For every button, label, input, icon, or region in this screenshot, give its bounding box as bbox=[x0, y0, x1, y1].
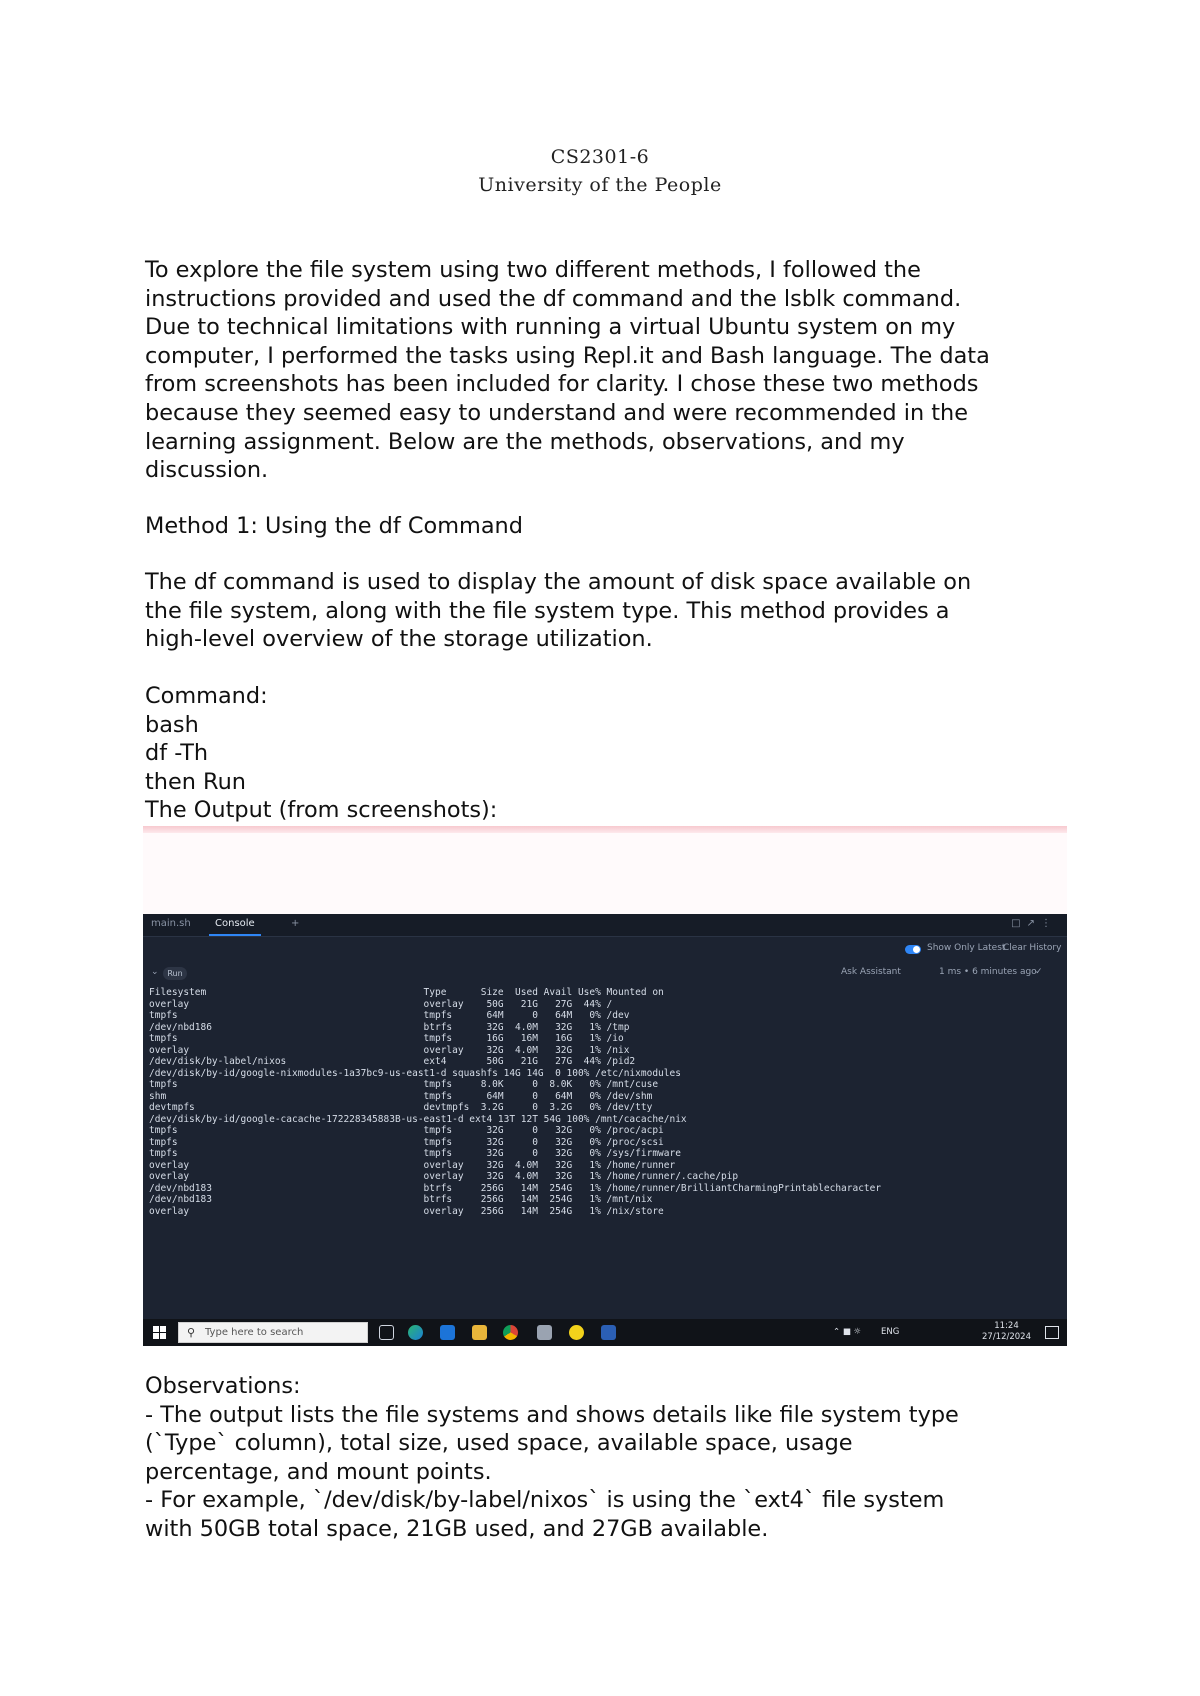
run-toolbar bbox=[143, 964, 1067, 984]
observation-line: - The output lists the file systems and shows details like file system type bbox=[145, 1401, 959, 1428]
taskbar-search-placeholder: Type here to search bbox=[205, 1327, 304, 1338]
description-line: the file system, along with the file system type. This method provides a bbox=[145, 597, 950, 624]
window-controls-icon: □↗⋮ bbox=[1011, 918, 1057, 929]
observations-section bbox=[145, 1372, 1075, 1544]
description-line: The df command is used to display the amount of disk space available on bbox=[145, 569, 972, 595]
terminal-row: tmpfs tmpfs 32G 0 32G 0% /proc/scsi bbox=[149, 1136, 664, 1148]
clock-date: 27/12/2024 bbox=[982, 1332, 1031, 1342]
terminal-row: devtmpfs devtmpfs 3.2G 0 3.2G 0% /dev/tty bbox=[149, 1102, 653, 1113]
word-icon bbox=[601, 1325, 616, 1340]
check-icon: ✓ bbox=[1035, 967, 1043, 977]
chrome-icon bbox=[503, 1325, 518, 1340]
terminal-row: tmpfs tmpfs 8.0K 0 8.0K 0% /mnt/cuse bbox=[149, 1079, 659, 1090]
command-block bbox=[145, 682, 1075, 825]
ask-assistant-label: Ask Assistant bbox=[841, 967, 901, 977]
show-latest-label: Show Only Latest bbox=[927, 943, 1006, 953]
command-text: df -Th bbox=[145, 740, 209, 767]
terminal-screenshot bbox=[143, 914, 1067, 1346]
intro-line: instructions provided and used the df command and the lsblk command. bbox=[145, 285, 962, 312]
notification-icon bbox=[1045, 1326, 1059, 1339]
terminal-row: /dev/disk/by-id/google-nixmodules-1a37bc9-us-east1-d squashfs 14G 14G 0 100% /etc/nixmodules bbox=[149, 1067, 681, 1079]
app-icon bbox=[537, 1325, 552, 1340]
terminal-row: /dev/disk/by-id/google-cacache-172228345883B-us-east1-d ext4 13T 12T 54G 100% /mnt/cacache/nix bbox=[149, 1113, 687, 1125]
clock-time: 11:24 bbox=[994, 1321, 1019, 1331]
search-icon: ⚲ bbox=[187, 1326, 196, 1339]
task-view-icon bbox=[379, 1325, 394, 1340]
course-code: CS2301-6 bbox=[550, 146, 650, 168]
terminal-row: tmpfs tmpfs 32G 0 32G 0% /proc/acpi bbox=[149, 1125, 664, 1136]
description-line: high-level overview of the storage utilization. bbox=[145, 626, 653, 653]
observation-line: - For example, `/dev/disk/by-label/nixos` is using the `ext4` file system bbox=[145, 1487, 945, 1514]
terminal-row: /dev/nbd186 btrfs 32G 4.0M 32G 1% /tmp bbox=[149, 1021, 630, 1033]
intro-line: learning assignment. Below are the methods, observations, and my bbox=[145, 428, 905, 455]
terminal-row: /dev/nbd183 btrfs 256G 14M 254G 1% /home/runner/BrilliantCharmingPrintablecharacter bbox=[149, 1182, 882, 1194]
terminal-row: overlay overlay 50G 21G 27G 44% / bbox=[149, 998, 613, 1010]
intro-line: because they seemed easy to understand and were recommended in the bbox=[145, 399, 969, 426]
file-explorer-icon bbox=[472, 1325, 487, 1340]
terminal-output bbox=[149, 987, 881, 1217]
screenshot-top-bar bbox=[143, 826, 1067, 833]
observation-line: (`Type` column), total size, used space, available space, usage bbox=[145, 1430, 853, 1457]
language-indicator: ENG bbox=[881, 1327, 900, 1337]
run-time-label: 1 ms • 6 minutes ago bbox=[939, 967, 1037, 977]
screenshot-blank-area bbox=[143, 833, 1067, 921]
output-label: The Output (from screenshots): bbox=[145, 797, 498, 824]
edge-icon bbox=[408, 1325, 423, 1340]
intro-line: from screenshots has been included for clarity. I chose these two methods bbox=[145, 371, 979, 398]
run-chip: Run bbox=[163, 967, 187, 980]
console-toolbar bbox=[143, 940, 1067, 960]
mail-icon bbox=[440, 1325, 455, 1340]
terminal-row: shm tmpfs 64M 0 64M 0% /dev/shm bbox=[149, 1090, 653, 1102]
tray-icons: ⌃ ■ ☼ bbox=[833, 1327, 862, 1337]
intro-line: computer, I performed the tasks using Repl.it and Bash language. The data bbox=[145, 342, 990, 369]
terminal-row: tmpfs tmpfs 32G 0 32G 0% /sys/firmware bbox=[149, 1148, 681, 1159]
terminal-row: tmpfs tmpfs 64M 0 64M 0% /dev bbox=[149, 1010, 630, 1021]
intro-line: discussion. bbox=[145, 457, 269, 484]
terminal-header-row: Filesystem Type Size Used Avail Use% Mounted on bbox=[149, 987, 664, 998]
tab-add: + bbox=[291, 918, 300, 929]
method1-description bbox=[145, 568, 1075, 654]
terminal-row: overlay overlay 32G 4.0M 32G 1% /home/runner/.cache/pip bbox=[149, 1171, 739, 1182]
observation-line: percentage, and mount points. bbox=[145, 1458, 492, 1485]
terminal-row: /dev/disk/by-label/nixos ext4 50G 21G 27G 44% /pid2 bbox=[149, 1056, 636, 1067]
terminal-row: tmpfs tmpfs 16G 16M 16G 1% /io bbox=[149, 1033, 624, 1044]
intro-line: Due to technical limitations with running a virtual Ubuntu system on my bbox=[145, 314, 956, 341]
intro-paragraph bbox=[145, 256, 1075, 485]
method1-heading: Method 1: Using the df Command bbox=[145, 513, 523, 539]
tab-bar bbox=[143, 914, 1067, 937]
taskbar-search-box bbox=[178, 1322, 368, 1343]
observation-line: with 50GB total space, 21GB used, and 27GB available. bbox=[145, 1515, 769, 1542]
terminal-row: overlay overlay 32G 4.0M 32G 1% /nix bbox=[149, 1044, 630, 1056]
command-run-note: then Run bbox=[145, 768, 246, 795]
command-label: Command: bbox=[145, 683, 268, 709]
windows-taskbar bbox=[143, 1319, 1067, 1346]
sticky-icon bbox=[569, 1325, 584, 1340]
terminal-row: overlay overlay 256G 14M 254G 1% /nix/store bbox=[149, 1205, 664, 1217]
tab-console: Console bbox=[215, 918, 255, 929]
intro-line: To explore the file system using two different methods, I followed the bbox=[145, 257, 921, 283]
show-latest-toggle bbox=[905, 945, 921, 954]
clear-history-label: Clear History bbox=[1003, 943, 1062, 953]
command-language: bash bbox=[145, 711, 199, 738]
terminal-row: /dev/nbd183 btrfs 256G 14M 254G 1% /mnt/nix bbox=[149, 1194, 653, 1205]
taskbar-clock bbox=[982, 1321, 1031, 1343]
observations-heading: Observations: bbox=[145, 1373, 301, 1399]
windows-start-icon bbox=[153, 1326, 166, 1339]
university-name: University of the People bbox=[478, 174, 722, 196]
terminal-row: overlay overlay 32G 4.0M 32G 1% /home/runner bbox=[149, 1159, 676, 1171]
tab-main-sh: main.sh bbox=[151, 918, 191, 929]
chevron-down-icon: ⌄ bbox=[151, 967, 159, 977]
